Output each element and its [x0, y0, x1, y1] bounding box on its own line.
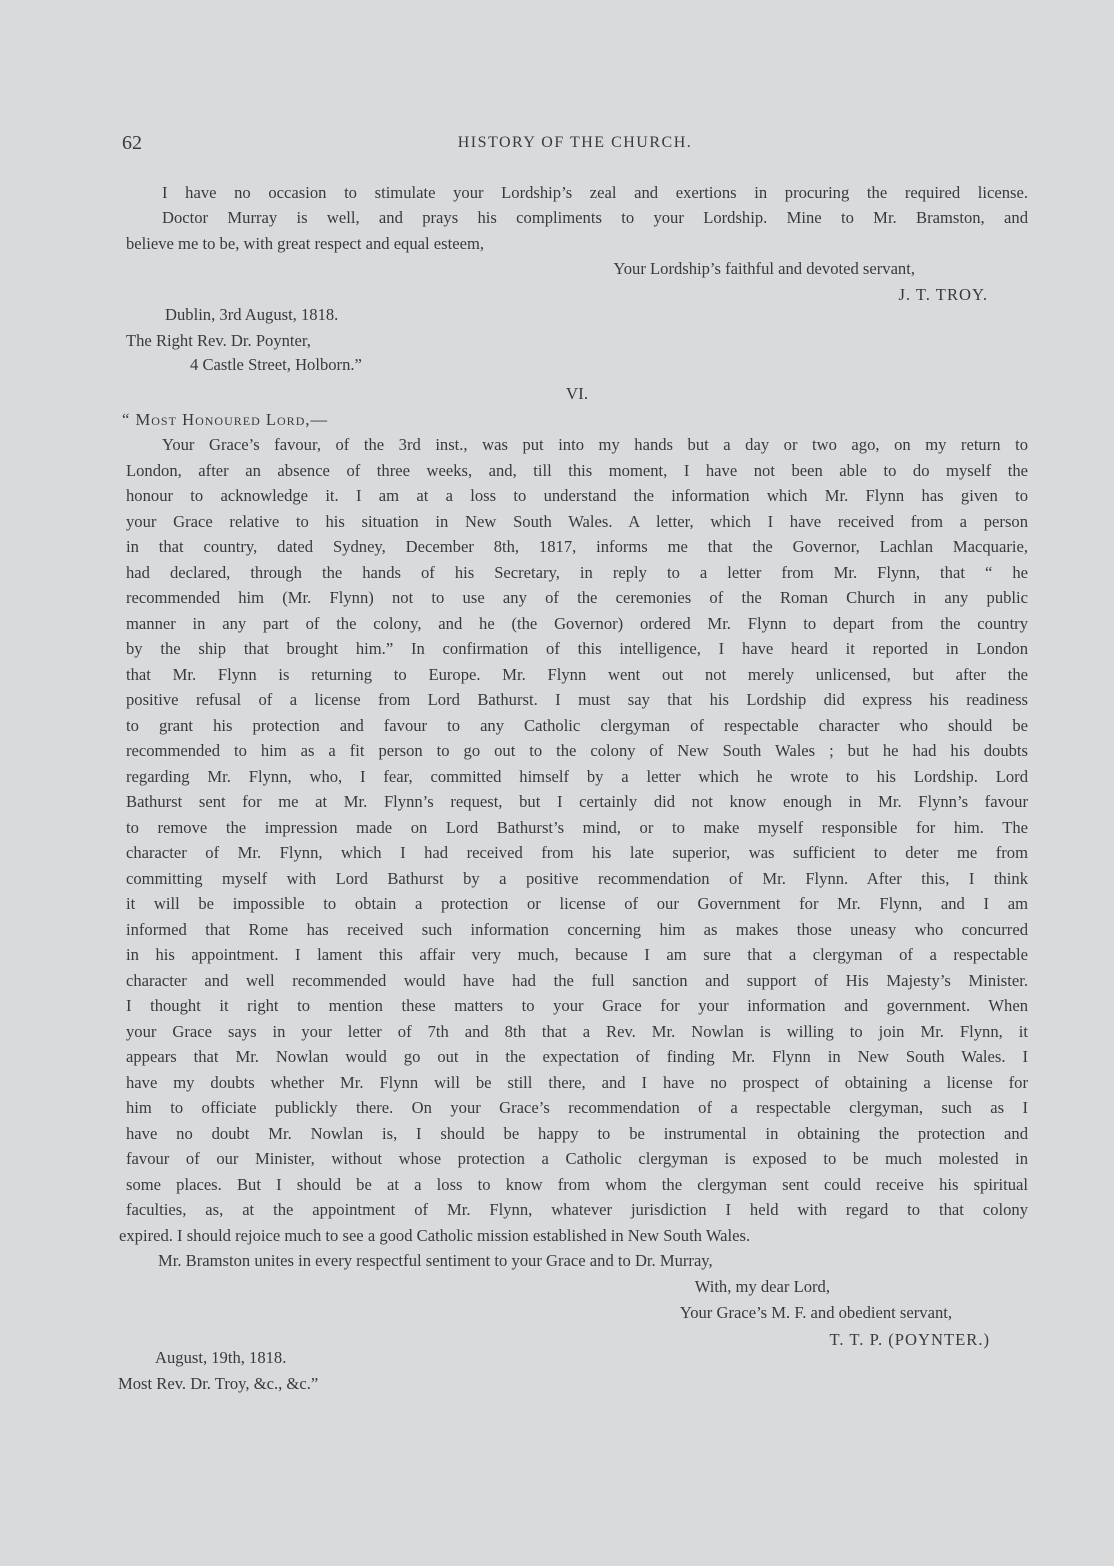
page-header	[122, 132, 1028, 158]
text-line: had declared, through the hands of his Secretary, in reply to a letter from Mr. Flynn, that “ he	[126, 563, 1028, 582]
text-line: your Grace relative to his situation in New South Wales. A letter, which I have received from a person	[126, 512, 1028, 531]
text-line: to grant his protection and favour to any Catholic clergyman of respectable character who should be	[126, 716, 1028, 735]
text-line: recommended to him as a fit person to go out to the colony of New South Wales ; but he had his doubts	[126, 741, 1028, 760]
text-line: in that country, dated Sydney, December 8th, 1817, informs me that the Governor, Lachlan Macquarie,	[126, 537, 1028, 556]
page-number: 62	[122, 132, 142, 154]
addressee: Most Rev. Dr. Troy, &c., &c.”	[118, 1374, 319, 1393]
addressee: The Right Rev. Dr. Poynter,	[126, 331, 311, 350]
text-line: manner in any part of the colony, and he (the Governor) ordered Mr. Flynn to depart from the country	[126, 614, 1028, 633]
text-line: it will be impossible to obtain a protection or license of our Government for Mr. Flynn, and I am	[126, 894, 1028, 913]
text-line: honour to acknowledge it. I am at a loss to understand the information which Mr. Flynn has given to	[126, 486, 1028, 505]
text-line: regarding Mr. Flynn, who, I fear, committed himself by a letter which he wrote to his Lordship. Lord	[126, 767, 1028, 786]
signature: T. T. P. (POYNTER.)	[829, 1330, 990, 1349]
text-line: appears that Mr. Nowlan would go out in the expectation of finding Mr. Flynn in New South Wales. I	[126, 1047, 1028, 1066]
text-line: him to officiate publickly there. On your Grace’s recommendation of a respectable clergyman, such as I	[126, 1098, 1028, 1117]
text-line: positive refusal of a license from Lord Bathurst. I must say that his Lordship did express his readiness	[126, 690, 1028, 709]
letter-closing: Your Lordship’s faithful and devoted servant,	[613, 259, 915, 278]
text-line: some places. But I should be at a loss to know from whom the clergyman sent could receive his spiritual	[126, 1175, 1028, 1194]
text-line: believe me to be, with great respect and equal esteem,	[126, 234, 484, 253]
text-line: your Grace says in your letter of 7th and 8th that a Rev. Mr. Nowlan is willing to join Mr. Flynn, it	[126, 1022, 1028, 1041]
text-line: expired. I should rejoice much to see a good Catholic mission established in New South Wales.	[119, 1226, 751, 1245]
text-line: character of Mr. Flynn, which I had received from his late superior, was sufficient to deter me from	[126, 843, 1028, 862]
text-line: London, after an absence of three weeks, and, till this moment, I have not been able to do myself the	[126, 461, 1028, 480]
text-line: by the ship that brought him.” In confirmation of this intelligence, I have heard it reported in London	[126, 639, 1028, 658]
running-title: HISTORY OF THE CHURCH.	[457, 134, 693, 151]
text-line: favour of our Minister, without whose protection a Catholic clergyman is exposed to be much molested in	[126, 1149, 1028, 1168]
letter-date: August, 19th, 1818.	[155, 1348, 287, 1367]
section-numeral: VI.	[565, 384, 589, 403]
signature: J. T. TROY.	[898, 285, 988, 304]
text-line: I thought it right to mention these matters to your Grace for your information and government. When	[126, 996, 1028, 1015]
address: 4 Castle Street, Holborn.”	[190, 355, 362, 374]
text-line: in his appointment. I lament this affair very much, because I am sure that a clergyman of a respectable	[126, 945, 1028, 964]
text-line: faculties, as, at the appointment of Mr. Flynn, whatever jurisdiction I held with regard to that colony	[126, 1200, 1028, 1219]
text-line: I have no occasion to stimulate your Lordship’s zeal and exertions in procuring the required license.	[162, 183, 1028, 202]
letter-closing: With, my dear Lord,	[694, 1277, 830, 1296]
salutation: “ Most Honoured Lord,—	[122, 410, 329, 429]
text-line: Doctor Murray is well, and prays his compliments to your Lordship. Mine to Mr. Bramston, and	[162, 208, 1028, 227]
text-line: have my doubts whether Mr. Flynn will be still there, and I have no prospect of obtaining a license for	[126, 1073, 1028, 1092]
text-line: informed that Rome has received such information concerning him as makes those uneasy who concurred	[126, 920, 1028, 939]
text-line: committing myself with Lord Bathurst by a positive recommendation of Mr. Flynn. After this, I think	[126, 869, 1028, 888]
place-date: Dublin, 3rd August, 1818.	[165, 305, 339, 324]
text-line: have no doubt Mr. Nowlan is, I should be happy to be instrumental in obtaining the protection and	[126, 1124, 1028, 1143]
text-line: character and well recommended would have had the full sanction and support of His Majesty’s Minister.	[126, 971, 1028, 990]
letter-closing: Your Grace’s M. F. and obedient servant,	[679, 1303, 952, 1322]
text-line: Mr. Bramston unites in every respectful sentiment to your Grace and to Dr. Murray,	[158, 1251, 713, 1270]
text-line: Your Grace’s favour, of the 3rd inst., was put into my hands but a day or two ago, on my return to	[162, 435, 1028, 454]
text-line: that Mr. Flynn is returning to Europe. Mr. Flynn went out not merely unlicensed, but after the	[126, 665, 1028, 684]
text-line: Bathurst sent for me at Mr. Flynn’s request, but I certainly did not know enough in Mr. Flynn’s favour	[126, 792, 1028, 811]
text-line: recommended him (Mr. Flynn) not to use any of the ceremonies of the Roman Church in any public	[126, 588, 1028, 607]
text-line: to remove the impression made on Lord Bathurst’s mind, or to make myself responsible for him. The	[126, 818, 1028, 837]
